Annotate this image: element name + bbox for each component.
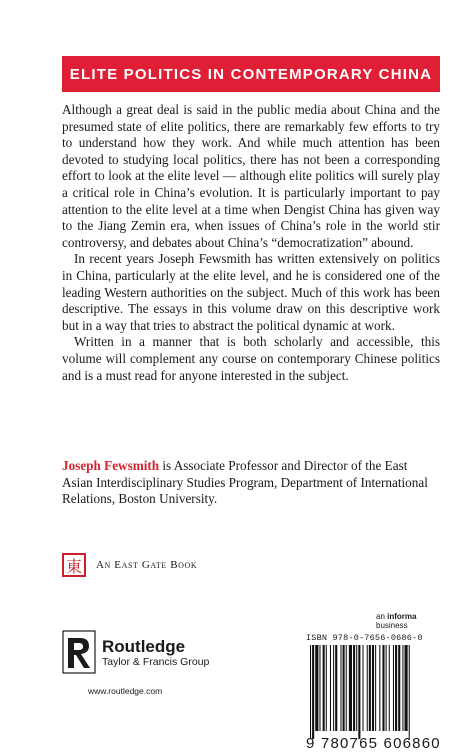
isbn-label: ISBN 978-0-7656-0686-0 xyxy=(306,633,423,643)
barcode-number: 9 780765 606860 xyxy=(306,735,441,752)
author-bio-text: is Associate Professor and Director of the East Asian Interdisciplinary Studies Program, Department of International Relations, Boston University. xyxy=(62,458,428,507)
blurb-paragraph-2: In recent years Joseph Fewsmith has written extensively on politics in China, particularly at the elite level, and he is considered one of the leading Western authorities on the subject. Much of this work has been descriptive. The essays in this volume draw on this descriptive work but in a way that tries to abstract the political dynamic at work. xyxy=(62,251,440,333)
series-title: ELITE POLITICS IN CONTEMPORARY CHINA xyxy=(69,65,433,83)
east-gate-seal-icon: 東 xyxy=(62,553,86,577)
blurb-paragraph-1: Although a great deal is said in the public media about China and the presumed state of elite politics, there are remarkably few efforts to try to understand how they work. And while much attention has been devoted to studying local politics, there has not been a corresponding effort to look at the elite level — although elite politics will surely play a critical role in China’s evolution. It is particularly important to pay attention to the elite level at a time when Dengist China has given way to the Jiang Zemin era, when issues of China’s role in the world stir controversy, and debates about China’s “democratization” abound. xyxy=(62,102,440,250)
east-gate-imprint xyxy=(62,553,197,577)
barcode-block xyxy=(306,612,450,752)
informa-business-label: an informa business xyxy=(376,612,417,630)
publisher-logo xyxy=(62,630,209,674)
author-name: Joseph Fewsmith xyxy=(62,458,160,473)
publisher-website: www.routledge.com xyxy=(88,686,163,696)
barcode-image xyxy=(306,645,450,739)
back-cover-blurb xyxy=(62,102,440,384)
blurb-paragraph-3: Written in a manner that is both scholarly and accessible, this volume will complement any course on contemporary Chinese politics and is a must read for anyone interested in the subject. xyxy=(62,334,440,383)
author-bio xyxy=(62,458,440,508)
imprint-label: An East Gate Book xyxy=(96,559,198,571)
publisher-name: Routledge xyxy=(102,636,186,656)
routledge-logo-icon xyxy=(62,630,96,674)
title-bar xyxy=(62,56,440,92)
publisher-group: Taylor & Francis Group xyxy=(102,655,210,668)
